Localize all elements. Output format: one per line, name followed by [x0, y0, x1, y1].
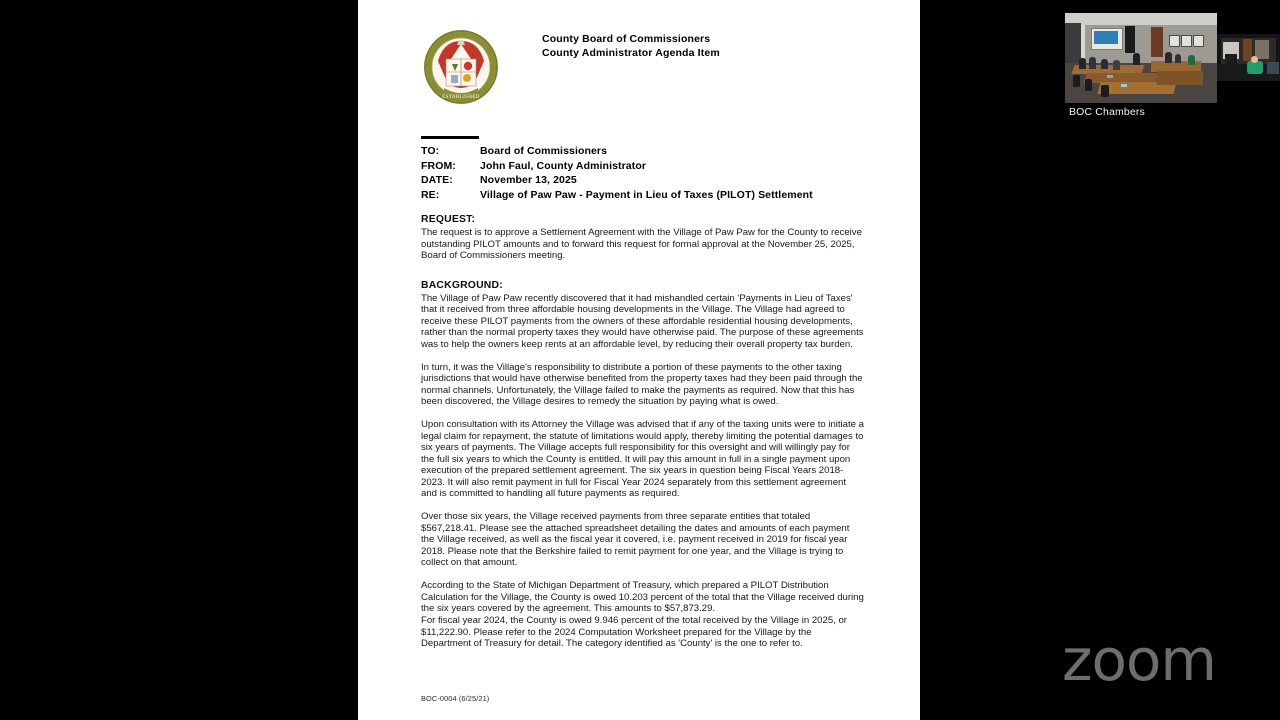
memo-value-from: John Faul, County Administrator	[480, 159, 647, 172]
memo-row-to	[421, 144, 891, 159]
letterhead-line-1: County Board of Commissioners	[542, 33, 711, 45]
active-speaker-label: BOC Chambers	[1069, 106, 1145, 118]
boardroom-video-frame	[1065, 13, 1217, 103]
county-seal-icon	[422, 28, 500, 106]
background-paragraph-2: In turn, it was the Village's responsibility to distribute a portion of these payments to the other taxing jurisdictions that would have otherwise benefited from the property taxes had they been paid through the normal channels. Unfortunately, the Village failed to make the payments as required. Now that this has been discovered, the Village desires to remedy the situation by paying what is owed.	[421, 361, 863, 408]
memo-label-date: DATE:	[421, 174, 453, 187]
background-paragraph-3: Upon consultation with its Attorney the Village was advised that if any of the taxing units were to initiate a legal claim for repayment, the statute of limitations would apply, thereby limiting the potential damages to six years of payments. The Village accepts full responsibility for this oversight and will willingly pay for the full six years to which the County is entitled. It will pay this amount in full in a single payment upon execution of the prepared settlement agreement. The six years in question being Fiscal Years 2018-2023. It will also remit payment in full for Fiscal Year 2024 separately from this settlement agreement and is committed to handling all future payments as required.	[421, 419, 864, 500]
memo-value-to: Board of Commissioners	[480, 145, 608, 157]
header-divider-rule	[421, 136, 479, 139]
section-heading-request: REQUEST:	[421, 214, 476, 225]
zoom-watermark-logo: zoom	[1062, 626, 1216, 694]
memo-row-re	[421, 188, 891, 203]
document-letterhead	[388, 22, 888, 114]
svg-text:ESTABLISHED: ESTABLISHED	[442, 95, 480, 100]
request-paragraph: The request is to approve a Settlement Agreement with the Village of Paw Paw for the County to receive outstanding PILOT amounts and to forward this request for formal approval at the November 25, 2025, Board of Commissioners meeting.	[421, 227, 862, 262]
section-heading-background: BACKGROUND:	[421, 279, 503, 291]
video-thumbnail-boc-chambers[interactable]	[1065, 13, 1217, 103]
shared-document-page[interactable]	[358, 0, 920, 720]
document-footer-code: BOC-0004 (6/25/21)	[421, 694, 490, 703]
memo-label-to: TO:	[421, 145, 440, 157]
memo-row-date	[421, 173, 891, 188]
memo-label-from: FROM:	[421, 159, 456, 172]
secondary-video-frame	[1217, 34, 1280, 81]
document-body	[421, 213, 864, 650]
memo-row-from	[421, 159, 891, 174]
memo-value-date: November 13, 2025	[480, 174, 577, 187]
memo-label-re: RE:	[421, 188, 440, 201]
background-paragraph-4: Over those six years, the Village received payments from three separate entities that totaled $567,218.41. Please see the attached spreadsheet detailing the dates and amounts of each payment the Village received, as well as the fiscal year it covered, i.e. payment received in 2019 for fiscal year 2018. Please note that the Berkshire failed to remit payment for one year, and the Village is trying to collect on that amount.	[421, 511, 850, 569]
video-thumbnail-strip[interactable]	[1065, 13, 1280, 123]
memo-value-re: Village of Paw Paw - Payment in Lieu of Taxes (PILOT) Settlement	[480, 188, 813, 201]
background-paragraph-1: The Village of Paw Paw recently discovered that it had mishandled certain 'Payments in Lieu of Taxes' that it received from three affordable housing developments in the Village. The Village had agreed to receive these PILOT payments from the owners of these affordable residential housing developments, rather than the normal property taxes they would have otherwise paid. The purpose of these agreements was to help the owners keep rents at an affordable level, by reducing their overall property tax burden.	[421, 292, 864, 350]
memo-header-block	[421, 144, 891, 202]
closing-paragraph-part-1: According to the State of Michigan Department of Treasury, which prepared a PILOT Distribution Calculation for the Village, the County is owed 10.203 percent of the total that the Village received during the six years covered by the agreement. This amounts to $57,873.29.	[421, 580, 864, 615]
letterhead-line-2: County Administrator Agenda Item	[542, 46, 720, 59]
letterhead-title	[542, 33, 720, 60]
closing-paragraph-part-2: For fiscal year 2024, the County is owed 9.946 percent of the total received by the Village in 2025, or $11,222.90. Please refer to the 2024 Computation Worksheet prepared for the Village by the Department of Treasury for detail. The category identified as 'County' is the one to refer to.	[421, 614, 847, 650]
video-thumbnail-secondary[interactable]	[1217, 34, 1280, 81]
